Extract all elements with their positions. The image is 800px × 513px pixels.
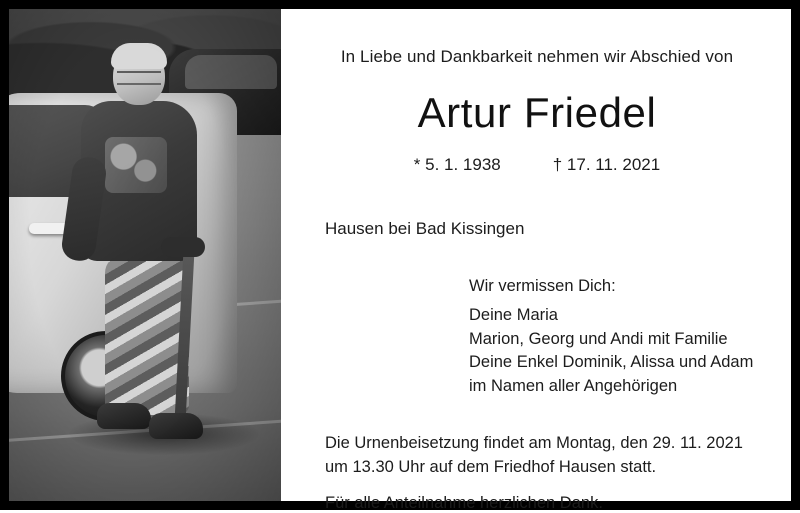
funeral-line-2: um 13.30 Uhr auf dem Friedhof Hausen statt. <box>325 458 657 477</box>
thanks-line: Für alle Anteilnahme herzlichen Dank. <box>325 493 603 512</box>
death-date: † 17. 11. 2021 <box>552 155 661 174</box>
deceased-name: Artur Friedel <box>417 89 657 136</box>
mourner-line: Marion, Georg und Andi mit Familie <box>469 329 728 348</box>
mourner-line: Deine Maria <box>469 306 558 325</box>
mourners-block <box>311 275 763 398</box>
mourner-line: Deine Enkel Dominik, Alissa und Adam <box>469 353 754 372</box>
photo-vignette <box>9 9 281 501</box>
birth-date: * 5. 1. 1938 <box>413 155 501 174</box>
funeral-line-1: Die Urnenbeisetzung findet am Montag, den 29. 11. 2021 <box>325 434 743 453</box>
place-line: Hausen bei Bad Kissingen <box>325 219 525 238</box>
life-dates <box>311 155 763 175</box>
funeral-details <box>311 432 763 480</box>
portrait-photo <box>9 9 281 501</box>
intro-line: In Liebe und Dankbarkeit nehmen wir Abschied von <box>340 47 734 66</box>
notice-text-panel <box>281 9 791 512</box>
mourners-heading: Wir vermissen Dich: <box>469 277 616 295</box>
mourner-line: im Namen aller Angehörigen <box>469 376 678 395</box>
